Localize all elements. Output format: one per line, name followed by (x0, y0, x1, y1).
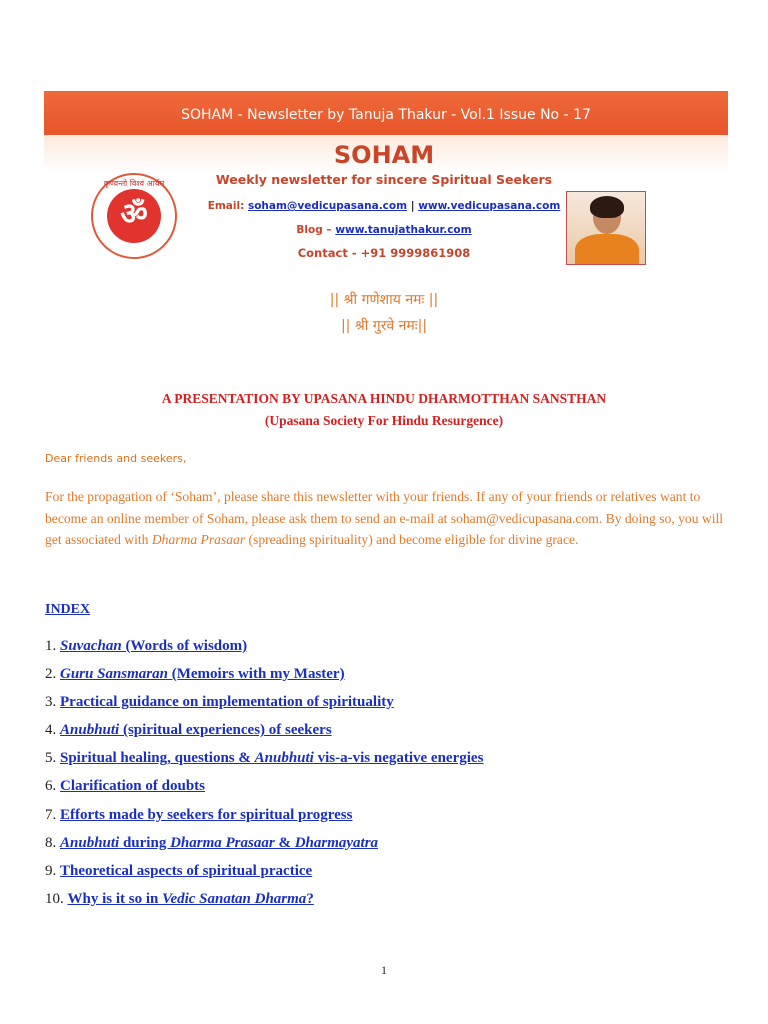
presentation-title: A PRESENTATION BY UPASANA HINDU DHARMOTTHAN SANSTHAN (161, 391, 607, 406)
email-line (0, 200, 768, 212)
blog-link[interactable]: www.tanujathakur.com (335, 224, 472, 236)
om-icon: ॐ (107, 189, 161, 243)
intro-italic: Dharma Prasaar (151, 532, 246, 547)
index-list (45, 635, 483, 916)
page-number: 1 (381, 963, 387, 977)
index-link-anubhuti[interactable]: Anubhuti (spiritual experiences) of seekers (60, 722, 332, 739)
index-link-vedic-sanatan[interactable]: Why is it so in Vedic Sanatan Dharma? (67, 890, 314, 907)
email-label: Email: (207, 200, 245, 212)
intro-text-1: For the propagation of ‘Soham’, please share this newsletter with your friends. If any of your friends or relatives want to become an online member of Soham, please ask them to send an e-mail at soham@vedicupasana.com. By doing so, you will get associated with (45, 489, 724, 547)
index-number: 6. (45, 778, 57, 795)
index-number: 5. (45, 750, 57, 767)
contact-line: Contact - +91 9999861908 (297, 246, 471, 260)
newsletter-title: SOHAM (333, 141, 435, 169)
index-link-efforts[interactable]: Efforts made by seekers for spiritual progress (60, 806, 353, 823)
greeting: Dear friends and seekers, (45, 452, 187, 465)
index-number: 2. (45, 666, 57, 683)
index-item (45, 888, 483, 916)
index-link-guru-sansmaran[interactable]: Guru Sansmaran (Memoirs with my Master) (60, 666, 345, 683)
index-link-spiritual-healing[interactable]: Spiritual healing, questions & Anubhuti vis-a-vis negative energies (60, 750, 484, 767)
index-link-clarification[interactable]: Clarification of doubts (60, 778, 206, 795)
invocation-ganesh: || श्री गणेशाय नमः || (329, 292, 439, 308)
index-link-suvachan[interactable]: Suvachan (Words of wisdom) (60, 638, 248, 654)
index-number: 7. (45, 806, 57, 823)
index-item (45, 663, 483, 691)
index-item (45, 635, 483, 663)
index-item (45, 719, 483, 747)
index-item (45, 691, 483, 719)
blog-label: Blog – (296, 224, 332, 236)
index-number: 8. (45, 834, 57, 851)
newsletter-tagline: Weekly newsletter for sincere Spiritual Seekers (215, 172, 553, 187)
banner-title: SOHAM - Newsletter by Tanuja Thakur - Vol.1 Issue No - 17 (44, 91, 728, 135)
index-number: 1. (45, 638, 57, 654)
separator: | (410, 200, 415, 212)
presentation-subtitle: (Upasana Society For Hindu Resurgence) (264, 413, 504, 428)
index-number: 10. (45, 890, 64, 907)
index-item (45, 804, 483, 832)
index-item (45, 747, 483, 775)
index-item (45, 832, 483, 860)
index-number: 3. (45, 694, 57, 711)
intro-paragraph (45, 486, 735, 551)
index-link-theoretical[interactable]: Theoretical aspects of spiritual practice (60, 862, 313, 879)
website-link[interactable]: www.vedicupasana.com (418, 200, 561, 212)
index-item (45, 775, 483, 803)
index-link-practical-guidance[interactable]: Practical guidance on implementation of spirituality (60, 694, 394, 711)
email-link[interactable]: soham@vedicupasana.com (247, 200, 408, 212)
index-item (45, 860, 483, 888)
index-number: 9. (45, 862, 57, 879)
logo-motto: कृण्वन्तो विश्वं आर्यम् (103, 179, 165, 188)
intro-text-2: (spreading spirituality) and become eligible for divine grace. (245, 532, 579, 547)
index-title: INDEX (45, 602, 91, 617)
index-number: 4. (45, 722, 57, 739)
blog-line (0, 224, 768, 236)
index-link-dharma-prasaar[interactable]: Anubhuti during Dharma Prasaar & Dharmayatra (60, 834, 379, 851)
invocation-guru: || श्री गुरवे नमः|| (340, 318, 428, 334)
